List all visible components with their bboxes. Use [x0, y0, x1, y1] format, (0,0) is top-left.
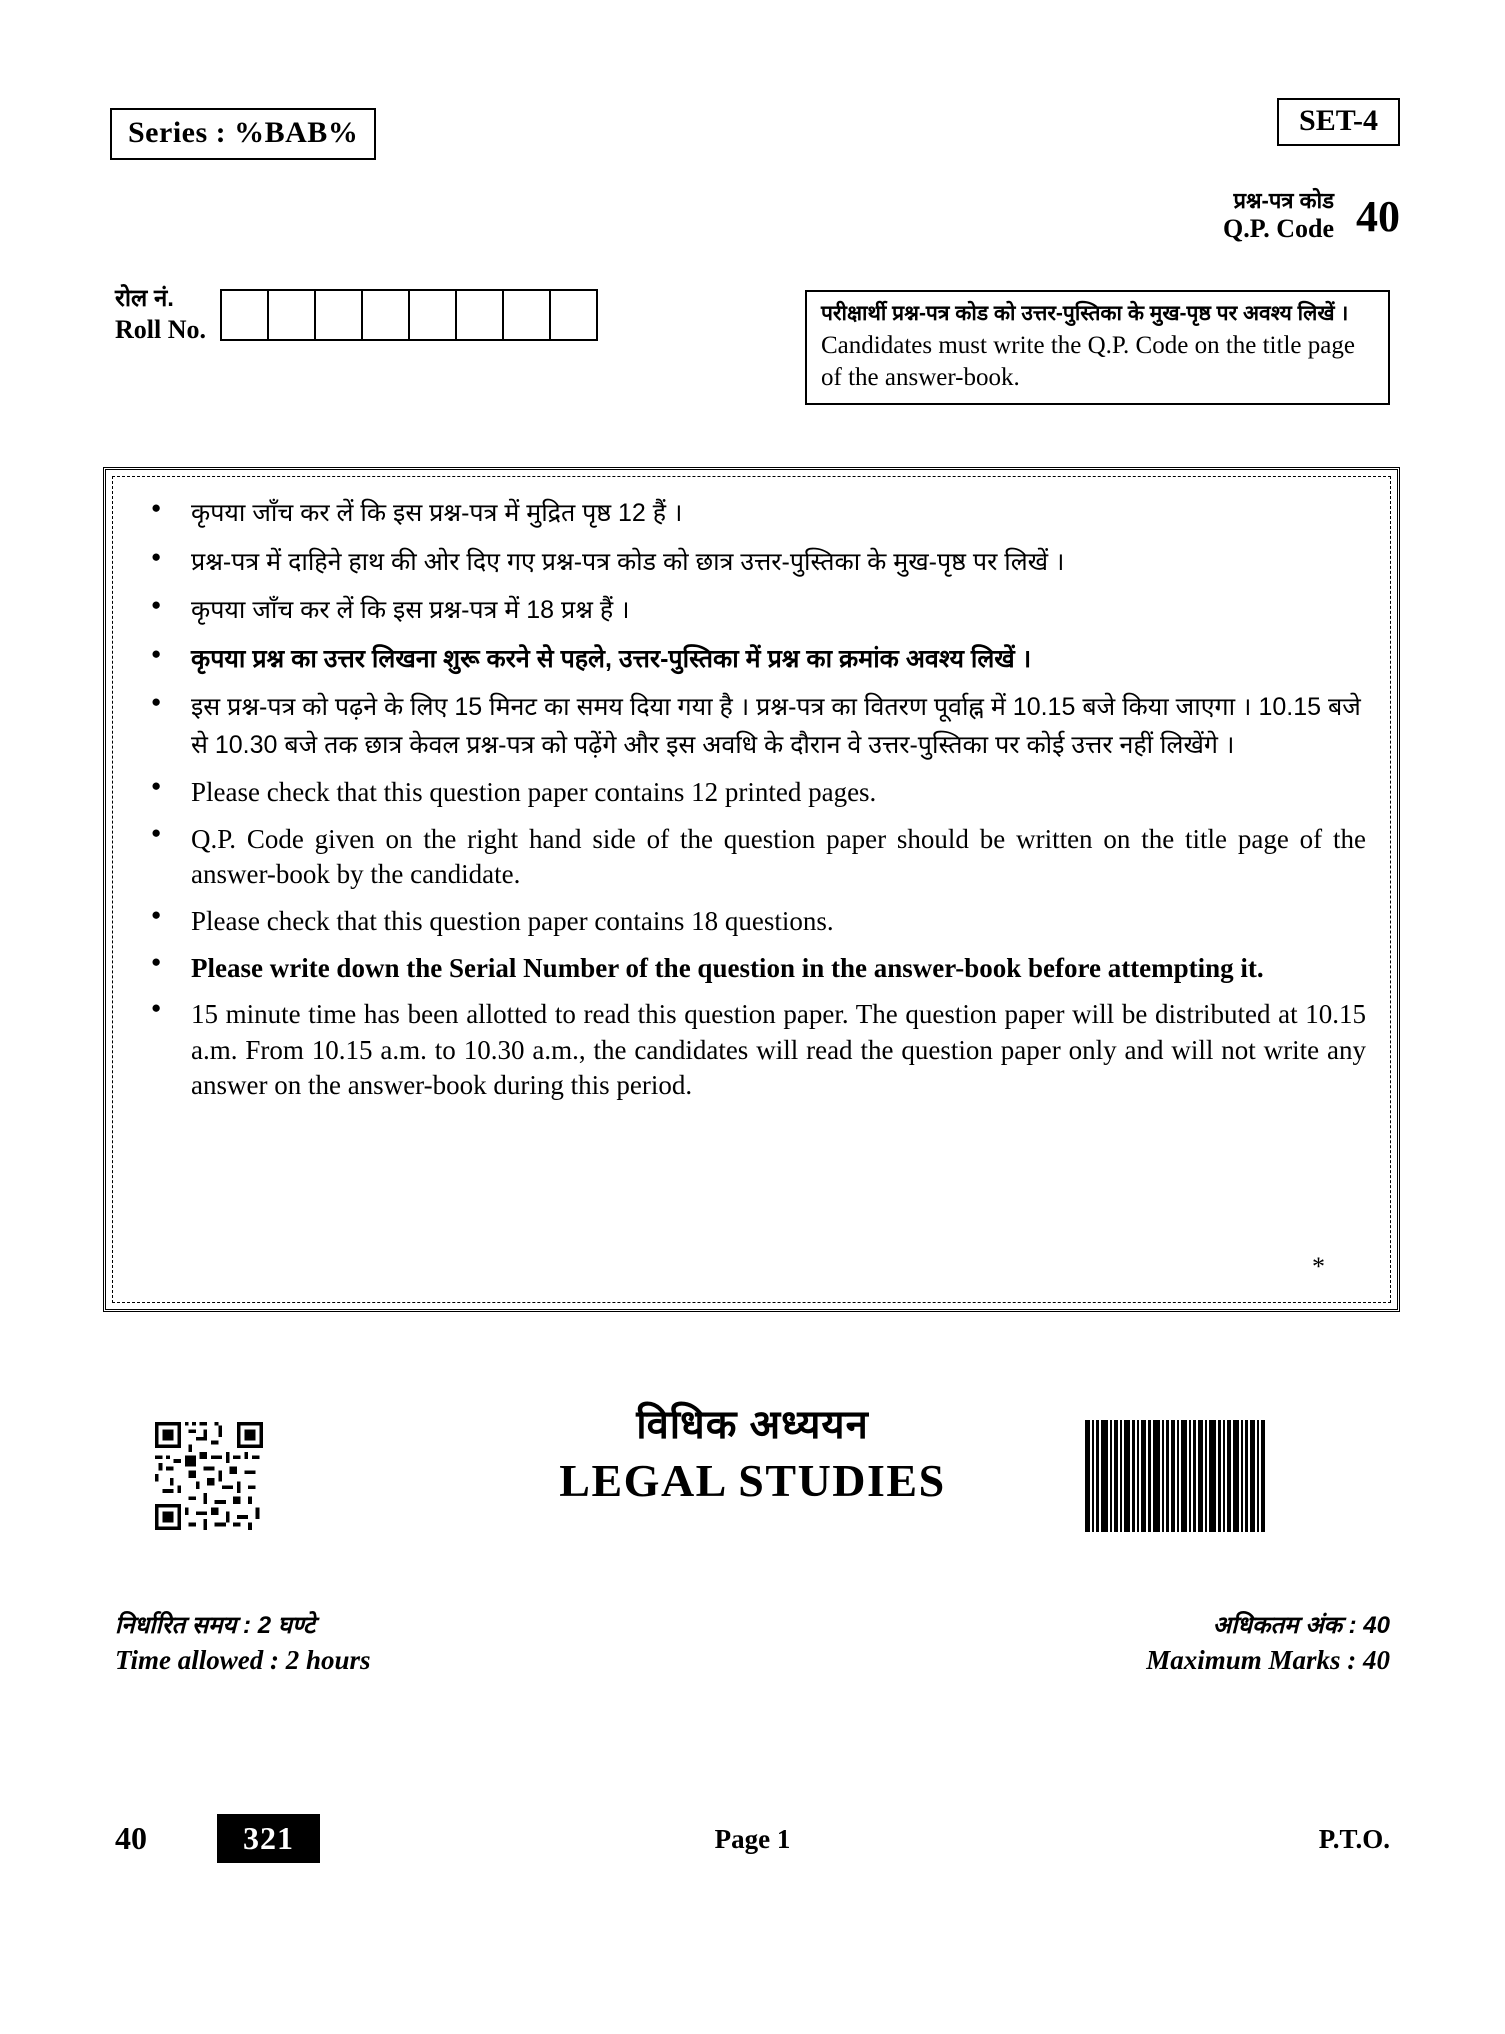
qp-code-block — [1223, 188, 1400, 245]
page-title: LEGAL STUDIES — [559, 1455, 946, 1506]
footer-qp-code: 40 — [115, 1820, 147, 1856]
qp-code-label-english: Q.P. Code — [1223, 213, 1334, 243]
instruction-item: ● कृपया जाँच कर लें कि इस प्रश्न-पत्र में 18 प्रश्न हैं । — [133, 592, 1366, 630]
roll-number-cell[interactable] — [457, 291, 504, 339]
candidate-note-box — [805, 290, 1390, 405]
roll-number-label-hindi: रोल नं. — [115, 285, 174, 312]
time-allowed-hindi: निर्धारित समय : 2 घण्टे — [115, 1612, 316, 1639]
time-and-marks — [115, 1610, 1390, 1679]
instructions-list-hindi — [133, 495, 1366, 764]
instruction-item: ● प्रश्न-पत्र में दाहिने हाथ की ओर दिए गए प्रश्न-पत्र कोड को छात्र उत्तर-पुस्तिका के मुख-पृष्ठ पर लिखें । — [133, 544, 1366, 582]
page-footer — [115, 1818, 1390, 1873]
page-title-hindi: विधिक अध्ययन — [636, 1403, 869, 1447]
series-box: Series : %BAB% — [110, 108, 376, 160]
instruction-item: ● Please check that this question paper contains 18 questions. — [133, 904, 1366, 940]
qp-code-label-hindi: प्रश्न-पत्र कोड — [1233, 188, 1334, 213]
paper-title-block — [0, 1395, 1505, 1507]
instructions-inner — [112, 476, 1391, 1303]
maximum-marks-english: Maximum Marks : 40 — [1146, 1645, 1390, 1676]
footer-page-number: Page 1 — [714, 1824, 791, 1854]
candidate-note-english: Candidates must write the Q.P. Code on the title page of the answer-book. — [821, 332, 1355, 391]
roll-number-cell[interactable] — [363, 291, 410, 339]
time-allowed-block — [115, 1610, 371, 1679]
roll-number-cell[interactable] — [504, 291, 551, 339]
roll-number-cell[interactable] — [410, 291, 457, 339]
instruction-item: ● इस प्रश्न-पत्र को पढ़ने के लिए 15 मिनट का समय दिया गया है । प्रश्न-पत्र का वितरण पूर्वाह्न में 10.15 बजे किया जाएगा । 10.15 बजे से 10.30 बजे तक छात्र केवल प्रश्न-पत्र को पढ़ेंगे और इस अवधि के दौरान वे उत्तर-पुस्तिका पर कोई उत्तर नहीं लिखेंगे । — [133, 689, 1366, 764]
instruction-item: ● कृपया जाँच कर लें कि इस प्रश्न-पत्र में मुद्रित पृष्ठ 12 हैं । — [133, 495, 1366, 533]
instruction-item: ● Please check that this question paper contains 12 printed pages. — [133, 775, 1366, 811]
instructions-list-english — [133, 775, 1366, 1104]
instruction-item: ● कृपया प्रश्न का उत्तर लिखना शुरू करने से पहले, उत्तर-पुस्तिका में प्रश्न का क्रमांक अवश्य लिखें । — [133, 641, 1366, 679]
maximum-marks-hindi: अधिकतम अंक : 40 — [1212, 1612, 1390, 1639]
roll-number-cell[interactable] — [316, 291, 363, 339]
instruction-item: ● 15 minute time has been allotted to read this question paper. The question paper will be distributed at 10.15 a.m. From 10.15 a.m. to 10.30 a.m., the candidates will read the question paper only and will not write any answer on the answer-book during this period. — [133, 997, 1366, 1104]
instruction-item: ● Q.P. Code given on the right hand side of the question paper should be written on the title page of the answer-book by the candidate. — [133, 822, 1366, 893]
footer-pto: P.T.O. — [1318, 1824, 1390, 1854]
instruction-item: ● Please write down the Serial Number of the question in the answer-book before attempting it. — [133, 951, 1366, 987]
roll-number-cell[interactable] — [551, 291, 596, 339]
qp-code-value: 40 — [1356, 191, 1400, 241]
roll-number-input[interactable] — [220, 289, 598, 341]
roll-number-cell[interactable] — [269, 291, 316, 339]
set-box: SET-4 — [1277, 98, 1400, 146]
footnote-star: * — [1312, 1252, 1325, 1281]
roll-number-block — [115, 285, 598, 345]
candidate-note-hindi: परीक्षार्थी प्रश्न-पत्र कोड को उत्तर-पुस्तिका के मुख-पृष्ठ पर अवश्य लिखें । — [821, 302, 1349, 325]
footer-paper-code: 321 — [217, 1814, 320, 1863]
roll-number-labels — [115, 285, 206, 345]
time-allowed-english: Time allowed : 2 hours — [115, 1645, 371, 1676]
roll-number-label-english: Roll No. — [115, 314, 206, 344]
roll-number-cell[interactable] — [222, 291, 269, 339]
maximum-marks-block — [1146, 1610, 1390, 1679]
header-top-row — [110, 104, 1400, 168]
instructions-box — [103, 467, 1400, 1312]
qp-code-labels — [1223, 188, 1334, 245]
